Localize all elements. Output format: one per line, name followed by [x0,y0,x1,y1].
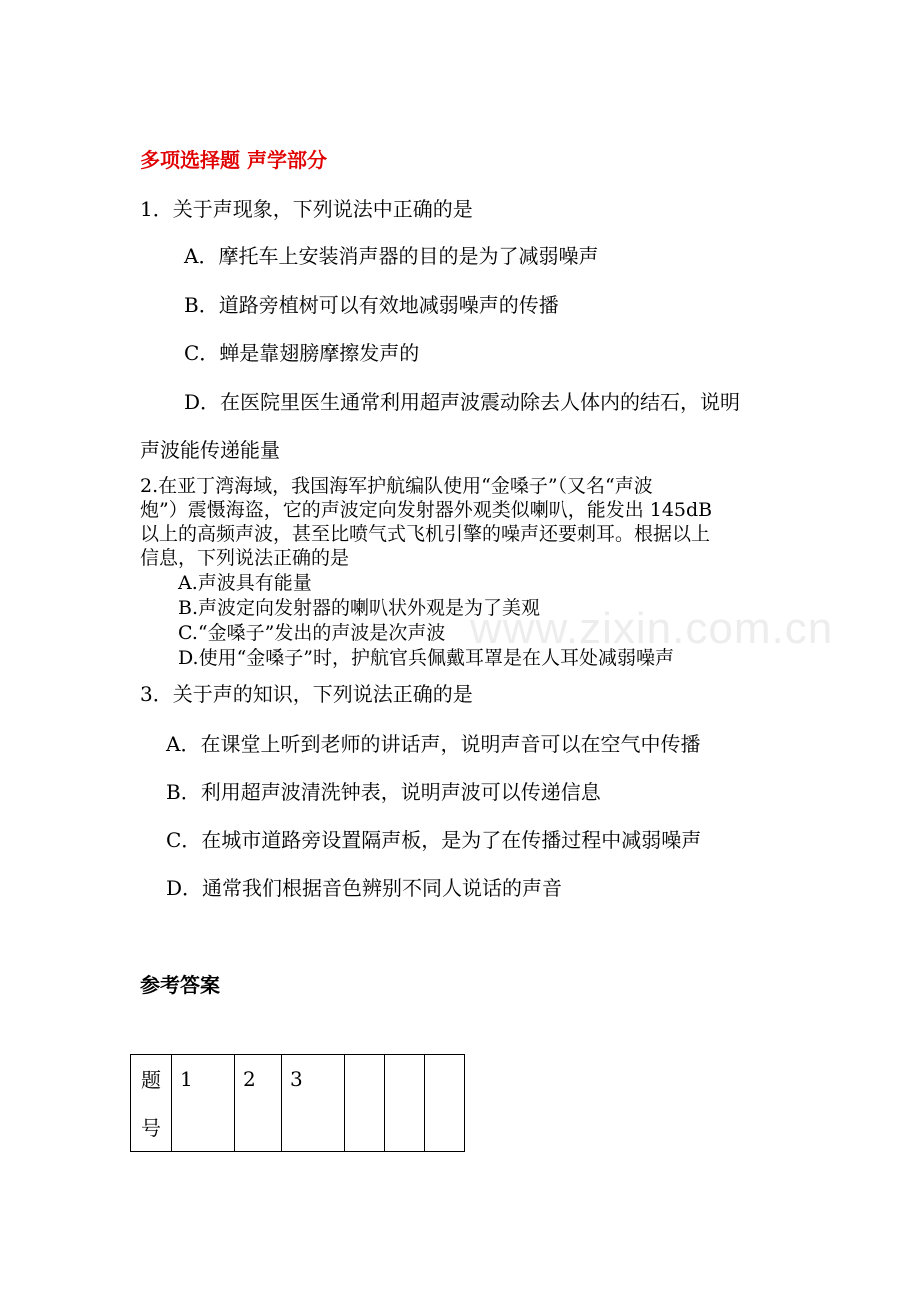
q1-stem: 1．关于声现象，下列说法中正确的是 [140,197,473,221]
q2-line-2: 炮”）震慑海盗，它的声波定向发射器外观类似喇叭，能发出 145dB [140,499,713,521]
section-title: 多项选择题 声学部分 [140,148,327,172]
answer-table [130,1054,465,1152]
answer-col-6 [425,1055,465,1152]
answer-col-3: 3 [282,1055,345,1152]
q1-option-c: C．蝉是靠翅膀摩擦发声的 [184,341,420,365]
q2-option-b: B.声波定向发射器的喇叭状外观是为了美观 [178,597,541,619]
answer-header-char-1: 题 [141,1068,161,1092]
q3-stem: 3．关于声的知识，下列说法正确的是 [140,682,473,706]
answer-col-5 [385,1055,425,1152]
q2-option-c: C.“金嗓子”发出的声波是次声波 [178,622,446,644]
answer-header-char-2: 号 [141,1116,161,1140]
q3-option-d: D．通常我们根据音色辨别不同人说话的声音 [166,876,563,900]
q1-option-a: A．摩托车上安装消声器的目的是为了减弱噪声 [184,244,599,268]
answer-header-cell [131,1055,172,1152]
q1-option-d: D．在医院里医生通常利用超声波震动除去人体内的结石，说明 [184,390,741,414]
answer-col-1: 1 [172,1055,235,1152]
q3-option-c: C．在城市道路旁设置隔声板，是为了在传播过程中减弱噪声 [166,828,702,852]
q2-line-4: 信息，下列说法正确的是 [140,547,350,569]
q2-line-3: 以上的高频声波，甚至比喷气式飞机引擎的噪声还要刺耳。根据以上 [140,523,711,545]
answer-title: 参考答案 [140,973,220,997]
q2-option-a: A.声波具有能量 [178,572,312,594]
q3-option-b: B．利用超声波清洗钟表，说明声波可以传递信息 [166,780,601,804]
answer-col-4 [345,1055,385,1152]
answer-table-row [131,1055,465,1152]
q1-option-d-continued: 声波能传递能量 [140,438,280,462]
q2-option-d: D.使用“金嗓子”时，护航官兵佩戴耳罩是在人耳处减弱噪声 [178,647,675,669]
q1-option-b: B．道路旁植树可以有效地减弱噪声的传播 [184,293,559,317]
watermark: www.zixin.com.cn [470,604,834,653]
q2-line-1: 2.在亚丁湾海域，我国海军护航编队使用“金嗓子”（又名“声波 [140,475,653,497]
answer-col-2: 2 [235,1055,282,1152]
q3-option-a: A．在课堂上听到老师的讲话声，说明声音可以在空气中传播 [166,732,701,756]
